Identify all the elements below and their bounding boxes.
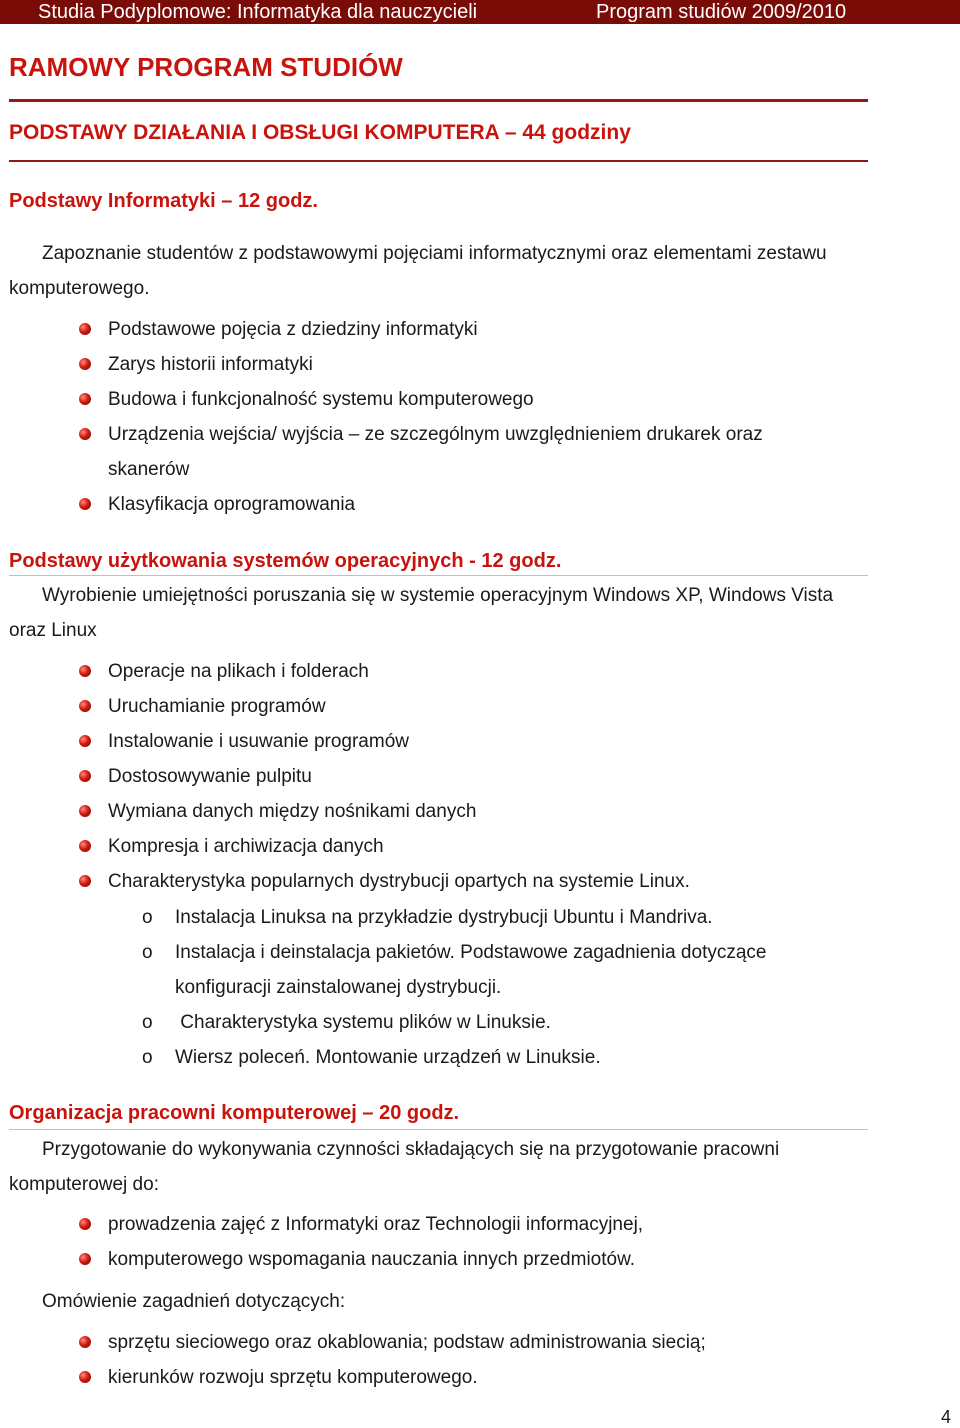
list-item-text: komputerowego wspomagania nauczania innych przedmiotów. xyxy=(108,1249,636,1270)
module-3-heading: Organizacja pracowni komputerowej – 20 godz. xyxy=(9,1102,460,1124)
section-divider xyxy=(9,160,868,162)
sub-list-item-text: Charakterystyka systemu plików w Linuksie. xyxy=(175,1012,551,1033)
list-item-text: Kompresja i archiwizacja danych xyxy=(108,836,384,857)
module-2-intro-text: Wyrobienie umiejętności poruszania się w systemie operacyjnym Windows XP, Windows Vista oraz Linux xyxy=(9,585,834,641)
red-bullet-icon xyxy=(79,700,91,712)
module-1-topic-list xyxy=(79,312,848,522)
module-3-topic-list-2 xyxy=(79,1325,848,1395)
list-item xyxy=(79,689,848,724)
list-item xyxy=(79,759,848,794)
list-item-text: Zarys historii informatyki xyxy=(108,354,313,375)
red-bullet-icon xyxy=(79,875,91,887)
red-bullet-icon xyxy=(79,393,91,405)
module-1-heading: Podstawy Informatyki – 12 godz. xyxy=(9,190,318,212)
red-bullet-icon xyxy=(79,735,91,747)
section-title: PODSTAWY DZIAŁANIA I OBSŁUGI KOMPUTERA – 44 godziny xyxy=(9,121,631,144)
list-item xyxy=(79,312,848,347)
page-header-bar xyxy=(0,0,960,24)
module-3-intro-2 xyxy=(9,1284,859,1319)
list-item-text: Dostosowywanie pulpitu xyxy=(108,766,312,787)
list-item-text: Budowa i funkcjonalność systemu komputerowego xyxy=(108,389,534,410)
red-bullet-icon xyxy=(79,323,91,335)
red-bullet-icon xyxy=(79,840,91,852)
list-item xyxy=(79,487,848,522)
module-1-intro xyxy=(9,236,859,306)
sub-list-item-text: Instalacja i deinstalacja pakietów. Podstawowe zagadnienia dotyczące konfiguracji zainstalowanej dystrybucji. xyxy=(175,942,767,998)
list-item-text: Charakterystyka popularnych dystrybucji opartych na systemie Linux. xyxy=(108,871,690,892)
list-item-text: Instalowanie i usuwanie programów xyxy=(108,731,409,752)
red-bullet-icon xyxy=(79,1253,91,1265)
list-item xyxy=(79,1360,848,1395)
circle-bullet-icon: o xyxy=(142,942,153,963)
list-item-text: Klasyfikacja oprogramowania xyxy=(108,494,356,515)
list-item xyxy=(79,654,848,689)
circle-bullet-icon: o xyxy=(142,1047,153,1068)
list-item-text: kierunków rozwoju sprzętu komputerowego. xyxy=(108,1367,478,1388)
red-bullet-icon xyxy=(79,358,91,370)
linux-subtopic-list xyxy=(142,900,825,1075)
list-item xyxy=(79,864,848,899)
red-bullet-icon xyxy=(79,665,91,677)
list-item-text: Urządzenia wejścia/ wyjścia – ze szczególnym uwzględnieniem drukarek oraz skanerów xyxy=(108,424,763,480)
list-item xyxy=(79,1207,848,1242)
list-item xyxy=(79,829,848,864)
red-bullet-icon xyxy=(79,498,91,510)
module-3-intro xyxy=(9,1132,859,1202)
circle-bullet-icon: o xyxy=(142,1012,153,1033)
list-item xyxy=(79,417,848,487)
list-item-text: sprzętu sieciowego oraz okablowania; podstaw administrowania siecią; xyxy=(108,1332,706,1353)
sub-list-item xyxy=(142,1040,825,1075)
list-item-text: prowadzenia zajęć z Informatyki oraz Technologii informacyjnej, xyxy=(108,1214,644,1235)
list-item-text: Podstawowe pojęcia z dziedziny informatyki xyxy=(108,319,478,340)
list-item xyxy=(79,382,848,417)
module-2-intro xyxy=(9,578,859,648)
red-bullet-icon xyxy=(79,1371,91,1383)
list-item xyxy=(79,347,848,382)
header-program-year: Program studiów 2009/2010 xyxy=(596,1,847,23)
red-bullet-icon xyxy=(79,770,91,782)
module-1-intro-text: Zapoznanie studentów z podstawowymi pojęciami informatycznymi oraz elementami zestawu komputerowego. xyxy=(9,243,827,299)
sub-list-item xyxy=(142,935,825,1005)
list-item-text: Uruchamianie programów xyxy=(108,696,326,717)
module-3-topic-list xyxy=(79,1207,848,1277)
page-title: RAMOWY PROGRAM STUDIÓW xyxy=(9,52,403,82)
sub-list-item xyxy=(142,1005,825,1040)
list-item-text: Wymiana danych między nośnikami danych xyxy=(108,801,477,822)
list-item-text: Operacje na plikach i folderach xyxy=(108,661,369,682)
header-course-title: Studia Podyplomowe: Informatyka dla nauczycieli xyxy=(38,1,478,23)
module-2-heading: Podstawy użytkowania systemów operacyjnych - 12 godz. xyxy=(9,550,562,572)
page-number: 4 xyxy=(941,1407,952,1427)
module-2-topic-list xyxy=(79,654,848,899)
sub-list-item xyxy=(142,900,825,935)
module-3-intro-text: Przygotowanie do wykonywania czynności składających się na przygotowanie pracowni komputerowej do: xyxy=(9,1139,780,1195)
title-divider xyxy=(9,99,868,102)
list-item xyxy=(79,794,848,829)
list-item xyxy=(79,1242,848,1277)
red-bullet-icon xyxy=(79,1336,91,1348)
red-bullet-icon xyxy=(79,428,91,440)
circle-bullet-icon: o xyxy=(142,907,153,928)
module-2-divider xyxy=(9,575,868,576)
list-item xyxy=(79,1325,848,1360)
module-3-intro-2-text: Omówienie zagadnień dotyczących: xyxy=(42,1291,346,1312)
sub-list-item-text: Wiersz poleceń. Montowanie urządzeń w Linuksie. xyxy=(175,1047,601,1068)
sub-list-item-text: Instalacja Linuksa na przykładzie dystrybucji Ubuntu i Mandriva. xyxy=(175,907,713,928)
list-item xyxy=(79,724,848,759)
module-3-divider xyxy=(9,1129,868,1130)
red-bullet-icon xyxy=(79,805,91,817)
red-bullet-icon xyxy=(79,1218,91,1230)
